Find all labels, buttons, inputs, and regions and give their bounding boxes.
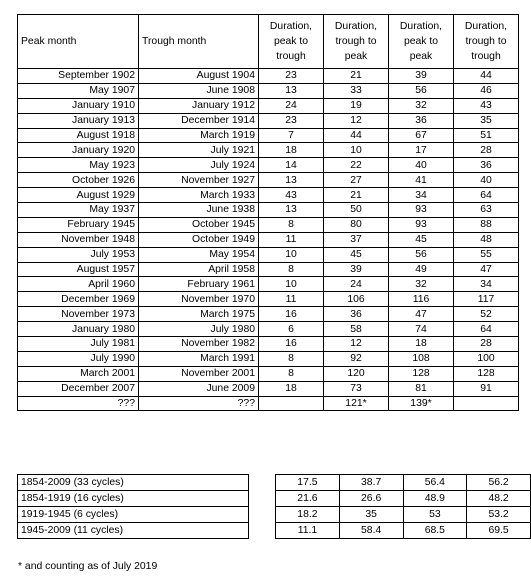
peak-to-peak-cell: 93 — [389, 203, 454, 218]
table-row — [18, 188, 519, 203]
peak-to-peak-cell: 74 — [389, 322, 454, 337]
trough-month-cell: February 1961 — [139, 277, 259, 292]
avg-trough-to-trough-cell: 56.2 — [467, 475, 531, 491]
summary-row — [18, 491, 531, 507]
trough-to-trough-cell: 51 — [454, 128, 519, 143]
trough-to-trough-cell: 44 — [454, 69, 519, 84]
trough-to-trough-cell: 43 — [454, 98, 519, 113]
peak-to-peak-cell: 17 — [389, 143, 454, 158]
peak-to-peak-cell: 56 — [389, 83, 454, 98]
trough-to-peak-cell: 33 — [324, 83, 389, 98]
peak-to-peak-cell: 67 — [389, 128, 454, 143]
trough-to-trough-cell: 28 — [454, 337, 519, 352]
period-cell: 1854-2009 (33 cycles) — [18, 475, 249, 491]
table-row — [18, 83, 519, 98]
trough-to-trough-cell: 64 — [454, 188, 519, 203]
trough-to-peak-cell: 44 — [324, 128, 389, 143]
peak-to-trough-cell: 6 — [259, 322, 324, 337]
peak-to-peak-cell: 49 — [389, 262, 454, 277]
peak-to-trough-cell: 23 — [259, 69, 324, 84]
trough-month-cell: March 1975 — [139, 307, 259, 322]
header-duration-trough-to-trough — [454, 15, 519, 69]
peak-month-cell: October 1926 — [18, 173, 139, 188]
table-row — [18, 366, 519, 381]
trough-to-trough-cell: 40 — [454, 173, 519, 188]
trough-to-peak-cell: 106 — [324, 292, 389, 307]
peak-month-cell: May 1907 — [18, 83, 139, 98]
trough-to-peak-cell: 58 — [324, 322, 389, 337]
trough-to-peak-cell: 19 — [324, 98, 389, 113]
peak-month-cell: January 1910 — [18, 98, 139, 113]
peak-to-peak-cell: 32 — [389, 98, 454, 113]
header-peak-month: Peak month — [18, 15, 139, 69]
header-duration-trough-to-peak — [324, 15, 389, 69]
peak-month-cell: January 1980 — [18, 322, 139, 337]
peak-to-trough-cell: 18 — [259, 381, 324, 396]
header-text: Duration, trough to peak — [334, 21, 378, 62]
column-gap — [248, 523, 275, 539]
trough-to-trough-cell: 55 — [454, 247, 519, 262]
peak-to-trough-cell: 18 — [259, 143, 324, 158]
peak-to-trough-cell: 8 — [259, 217, 324, 232]
business-cycle-table — [17, 14, 519, 411]
trough-to-peak-cell: 12 — [324, 337, 389, 352]
peak-to-peak-cell: 34 — [389, 188, 454, 203]
table-row — [18, 232, 519, 247]
peak-to-peak-cell: 36 — [389, 113, 454, 128]
trough-to-trough-cell: 47 — [454, 262, 519, 277]
trough-to-peak-cell: 37 — [324, 232, 389, 247]
peak-month-cell: April 1960 — [18, 277, 139, 292]
header-text: Duration, trough to trough — [464, 21, 508, 62]
column-gap — [248, 507, 275, 523]
table-row — [18, 292, 519, 307]
peak-to-peak-cell: 45 — [389, 232, 454, 247]
trough-to-peak-cell: 10 — [324, 143, 389, 158]
trough-month-cell: November 1982 — [139, 337, 259, 352]
peak-month-cell: July 1981 — [18, 337, 139, 352]
header-row — [18, 15, 519, 69]
peak-month-cell: January 1913 — [18, 113, 139, 128]
trough-to-peak-cell: 92 — [324, 351, 389, 366]
trough-to-trough-cell: 34 — [454, 277, 519, 292]
table-row — [18, 351, 519, 366]
table-row — [18, 113, 519, 128]
trough-month-cell: March 1991 — [139, 351, 259, 366]
peak-month-cell: August 1918 — [18, 128, 139, 143]
peak-month-cell: March 2001 — [18, 366, 139, 381]
avg-peak-to-peak-cell: 48.9 — [403, 491, 467, 507]
table-row — [18, 69, 519, 84]
trough-to-trough-cell: 91 — [454, 381, 519, 396]
trough-to-peak-cell: 36 — [324, 307, 389, 322]
trough-to-trough-cell: 36 — [454, 158, 519, 173]
peak-to-peak-cell: 47 — [389, 307, 454, 322]
trough-to-trough-cell: 52 — [454, 307, 519, 322]
peak-to-peak-cell: 116 — [389, 292, 454, 307]
table-row — [18, 247, 519, 262]
trough-to-trough-cell: 128 — [454, 366, 519, 381]
summary-row — [18, 523, 531, 539]
trough-month-cell: ??? — [139, 396, 259, 411]
trough-to-trough-cell: 117 — [454, 292, 519, 307]
peak-month-cell: July 1990 — [18, 351, 139, 366]
avg-peak-to-trough-cell: 21.6 — [276, 491, 340, 507]
trough-month-cell: July 1924 — [139, 158, 259, 173]
trough-month-cell: November 1970 — [139, 292, 259, 307]
trough-month-cell: November 2001 — [139, 366, 259, 381]
trough-month-cell: August 1904 — [139, 69, 259, 84]
header-trough-month: Trough month — [139, 15, 259, 69]
trough-month-cell: January 1912 — [139, 98, 259, 113]
peak-to-trough-cell — [259, 396, 324, 411]
avg-trough-to-peak-cell: 26.6 — [339, 491, 403, 507]
peak-to-trough-cell: 7 — [259, 128, 324, 143]
table-row — [18, 98, 519, 113]
table-row — [18, 128, 519, 143]
avg-trough-to-trough-cell: 53.2 — [467, 507, 531, 523]
table-row — [18, 396, 519, 411]
peak-month-cell: May 1937 — [18, 203, 139, 218]
header-text: Duration, peak to trough — [269, 21, 313, 62]
trough-month-cell: November 1927 — [139, 173, 259, 188]
peak-month-cell: August 1957 — [18, 262, 139, 277]
trough-month-cell: June 2009 — [139, 381, 259, 396]
table-row — [18, 307, 519, 322]
column-gap — [248, 475, 275, 491]
peak-to-trough-cell: 24 — [259, 98, 324, 113]
trough-to-peak-cell: 24 — [324, 277, 389, 292]
trough-to-peak-cell: 50 — [324, 203, 389, 218]
peak-month-cell: September 1902 — [18, 69, 139, 84]
header-duration-peak-to-peak — [389, 15, 454, 69]
trough-month-cell: December 1914 — [139, 113, 259, 128]
table-row — [18, 337, 519, 352]
trough-to-peak-cell: 45 — [324, 247, 389, 262]
summary-row — [18, 475, 531, 491]
peak-to-trough-cell: 10 — [259, 247, 324, 262]
avg-peak-to-peak-cell: 53 — [403, 507, 467, 523]
trough-month-cell: March 1919 — [139, 128, 259, 143]
trough-month-cell: June 1938 — [139, 203, 259, 218]
trough-to-peak-cell: 27 — [324, 173, 389, 188]
trough-month-cell: April 1958 — [139, 262, 259, 277]
peak-month-cell: ??? — [18, 396, 139, 411]
trough-to-peak-cell: 12 — [324, 113, 389, 128]
avg-trough-to-trough-cell: 48.2 — [467, 491, 531, 507]
peak-to-peak-cell: 18 — [389, 337, 454, 352]
trough-to-trough-cell: 64 — [454, 322, 519, 337]
trough-month-cell: July 1980 — [139, 322, 259, 337]
avg-peak-to-peak-cell: 56.4 — [403, 475, 467, 491]
peak-to-peak-cell: 40 — [389, 158, 454, 173]
table-row — [18, 158, 519, 173]
avg-trough-to-peak-cell: 38.7 — [339, 475, 403, 491]
column-gap — [248, 491, 275, 507]
avg-peak-to-trough-cell: 17.5 — [276, 475, 340, 491]
peak-to-peak-cell: 93 — [389, 217, 454, 232]
peak-to-trough-cell: 8 — [259, 351, 324, 366]
avg-trough-to-trough-cell: 69.5 — [467, 523, 531, 539]
peak-to-trough-cell: 11 — [259, 232, 324, 247]
peak-to-peak-cell: 139* — [389, 396, 454, 411]
trough-to-peak-cell: 120 — [324, 366, 389, 381]
peak-to-peak-cell: 56 — [389, 247, 454, 262]
peak-to-trough-cell: 16 — [259, 337, 324, 352]
trough-month-cell: July 1921 — [139, 143, 259, 158]
peak-to-trough-cell: 14 — [259, 158, 324, 173]
peak-month-cell: August 1929 — [18, 188, 139, 203]
peak-to-peak-cell: 39 — [389, 69, 454, 84]
trough-to-trough-cell: 88 — [454, 217, 519, 232]
peak-to-trough-cell: 23 — [259, 113, 324, 128]
trough-to-peak-cell: 21 — [324, 188, 389, 203]
trough-to-peak-cell: 121* — [324, 396, 389, 411]
peak-to-peak-cell: 128 — [389, 366, 454, 381]
peak-to-trough-cell: 16 — [259, 307, 324, 322]
table-row — [18, 143, 519, 158]
peak-month-cell: December 2007 — [18, 381, 139, 396]
trough-to-trough-cell: 63 — [454, 203, 519, 218]
header-text: Duration, peak to peak — [399, 21, 443, 62]
trough-to-peak-cell: 22 — [324, 158, 389, 173]
peak-to-peak-cell: 41 — [389, 173, 454, 188]
trough-month-cell: October 1949 — [139, 232, 259, 247]
peak-to-trough-cell: 8 — [259, 366, 324, 381]
peak-month-cell: February 1945 — [18, 217, 139, 232]
trough-to-trough-cell: 28 — [454, 143, 519, 158]
table-row — [18, 217, 519, 232]
trough-month-cell: October 1945 — [139, 217, 259, 232]
peak-to-trough-cell: 13 — [259, 203, 324, 218]
peak-to-trough-cell: 13 — [259, 83, 324, 98]
trough-month-cell: May 1954 — [139, 247, 259, 262]
peak-to-peak-cell: 108 — [389, 351, 454, 366]
avg-peak-to-peak-cell: 68.5 — [403, 523, 467, 539]
peak-month-cell: May 1923 — [18, 158, 139, 173]
trough-month-cell: June 1908 — [139, 83, 259, 98]
peak-month-cell: November 1948 — [18, 232, 139, 247]
period-cell: 1945-2009 (11 cycles) — [18, 523, 249, 539]
trough-to-trough-cell: 46 — [454, 83, 519, 98]
avg-trough-to-peak-cell: 35 — [339, 507, 403, 523]
footnote: * and counting as of July 2019 — [18, 561, 158, 572]
trough-to-peak-cell: 39 — [324, 262, 389, 277]
peak-month-cell: November 1973 — [18, 307, 139, 322]
table-row — [18, 262, 519, 277]
peak-to-trough-cell: 13 — [259, 173, 324, 188]
avg-peak-to-trough-cell: 11.1 — [276, 523, 340, 539]
table-row — [18, 322, 519, 337]
trough-to-peak-cell: 73 — [324, 381, 389, 396]
trough-to-trough-cell: 35 — [454, 113, 519, 128]
trough-to-peak-cell: 80 — [324, 217, 389, 232]
trough-to-trough-cell: 48 — [454, 232, 519, 247]
table-row — [18, 173, 519, 188]
peak-to-trough-cell: 43 — [259, 188, 324, 203]
peak-to-peak-cell: 81 — [389, 381, 454, 396]
peak-month-cell: December 1969 — [18, 292, 139, 307]
trough-to-peak-cell: 21 — [324, 69, 389, 84]
trough-month-cell: March 1933 — [139, 188, 259, 203]
peak-to-trough-cell: 10 — [259, 277, 324, 292]
peak-to-peak-cell: 32 — [389, 277, 454, 292]
peak-month-cell: January 1920 — [18, 143, 139, 158]
trough-to-trough-cell — [454, 396, 519, 411]
avg-peak-to-trough-cell: 18.2 — [276, 507, 340, 523]
trough-to-trough-cell: 100 — [454, 351, 519, 366]
table-row — [18, 277, 519, 292]
table-row — [18, 381, 519, 396]
summary-table — [17, 474, 531, 539]
avg-trough-to-peak-cell: 58.4 — [339, 523, 403, 539]
header-duration-peak-to-trough — [259, 15, 324, 69]
peak-to-trough-cell: 11 — [259, 292, 324, 307]
table-row — [18, 203, 519, 218]
period-cell: 1854-1919 (16 cycles) — [18, 491, 249, 507]
summary-row — [18, 507, 531, 523]
peak-month-cell: July 1953 — [18, 247, 139, 262]
period-cell: 1919-1945 (6 cycles) — [18, 507, 249, 523]
peak-to-trough-cell: 8 — [259, 262, 324, 277]
